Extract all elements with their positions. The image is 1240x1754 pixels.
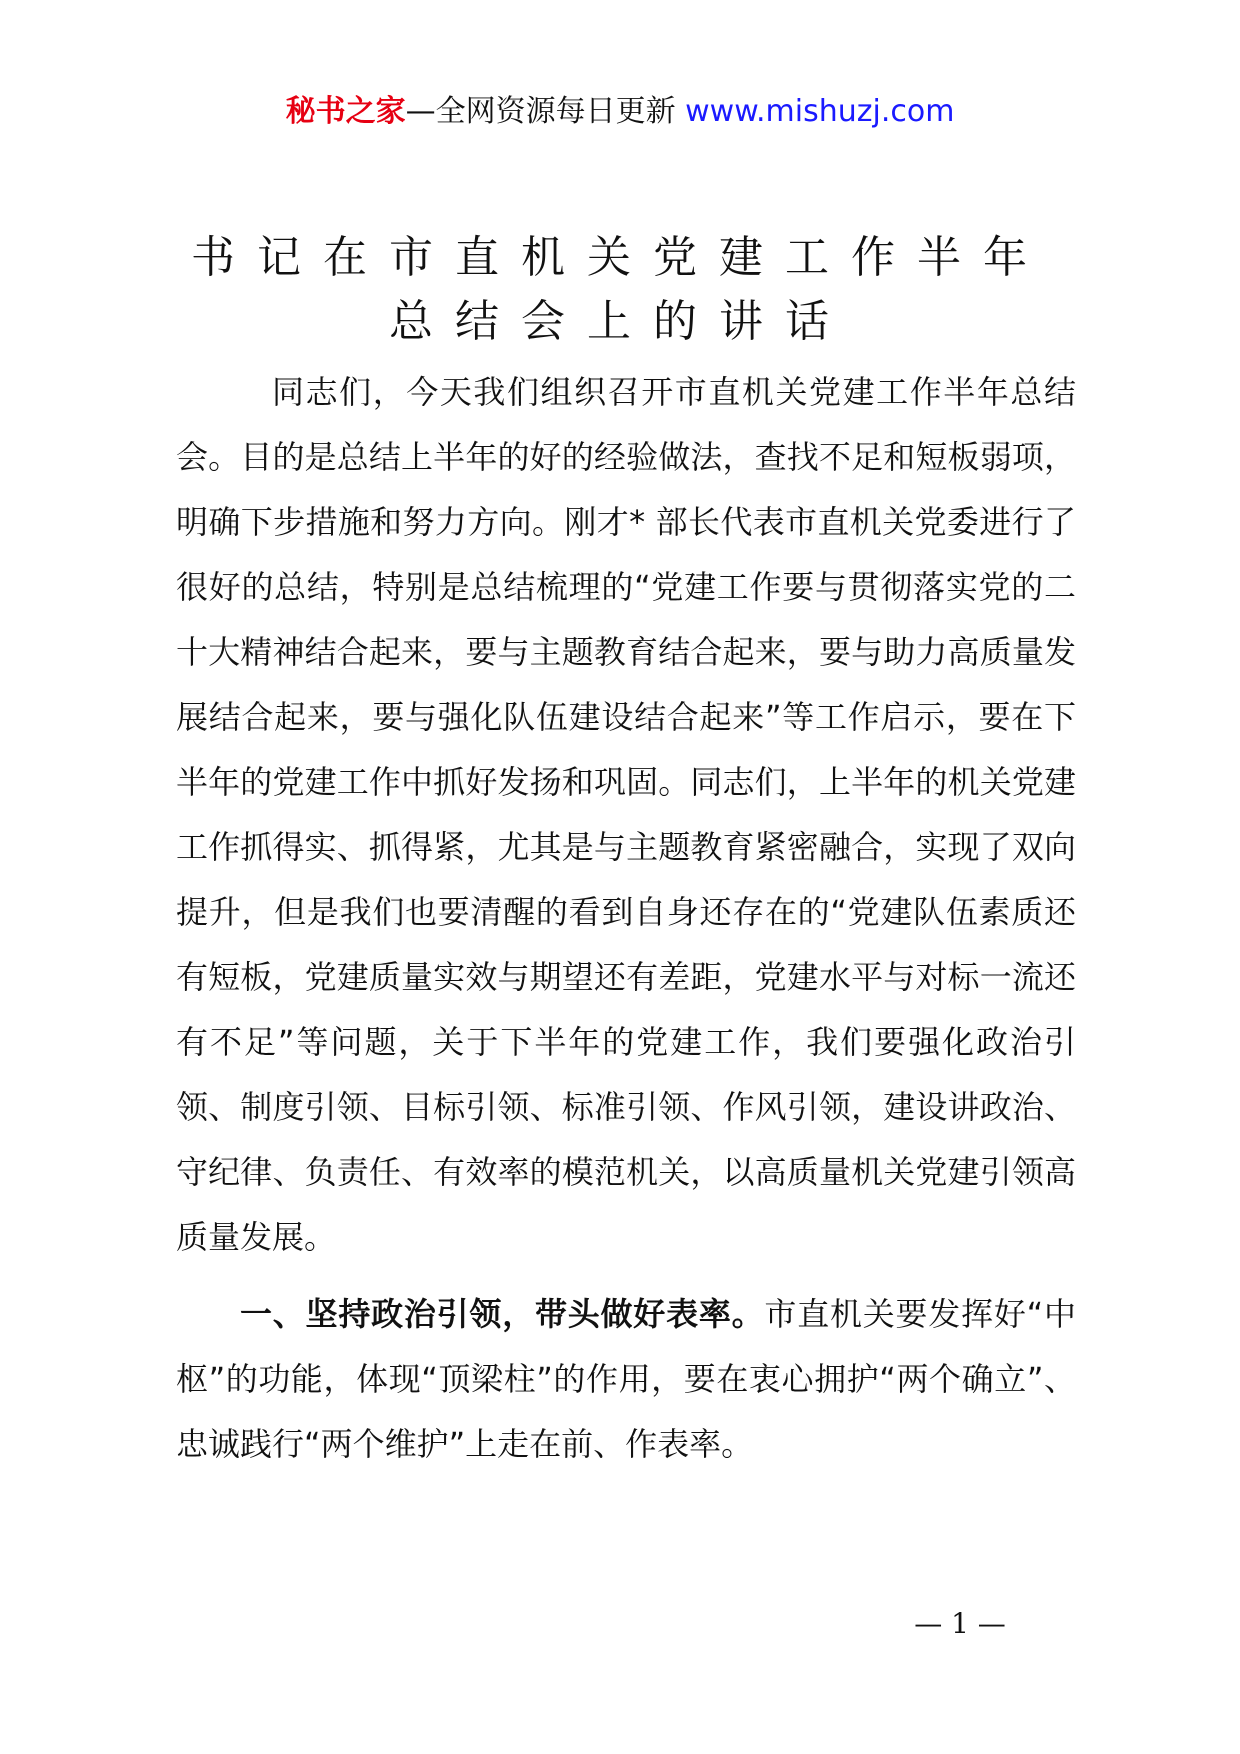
brand-name: 秘书之家 — [285, 94, 406, 129]
title-line-2: 总结会上的讲话 — [389, 296, 851, 347]
section-1 — [176, 1282, 1076, 1477]
document-title — [0, 226, 1240, 354]
section-1-text: 市直机关要发挥好“中枢”的功能，体现“顶梁柱”的作用，要在衷心拥护“两个确立”、忠诚践行“两个维护”上走在前、作表率。 — [176, 1295, 1076, 1463]
site-header — [0, 92, 1240, 132]
title-line-1: 书记在市直机关党建工作半年 — [191, 232, 1049, 283]
header-url[interactable]: www.mishuzj.com — [685, 94, 955, 129]
paragraph-opening: 同志们，今天我们组织召开市直机关党建工作半年总结会。目的是总结上半年的好的经验做法，查找不足和短板弱项，明确下步措施和努力方向。刚才* 部长代表市直机关党委进行了很好的总结，特别是总结梳理的“党建工作要与贯彻落实党的二十大精神结合起来，要与主题教育结合起来，要与助力高质量发展结合起来，要与强化队伍建设结合起来”等工作启示，要在下半年的党建工作中抓好发扬和巩固。同志们，上半年的机关党建工作抓得实、抓得紧，尤其是与主题教育紧密融合，实现了双向提升，但是我们也要清醒的看到自身还存在的“党建队伍素质还有短板，党建质量实效与期望还有差距，党建水平与对标一流还有不足”等问题，关于下半年的党建工作，我们要强化政治引领、制度引领、目标引领、标准引领、作风引领，建设讲政治、守纪律、负责任、有效率的模范机关，以高质量机关党建引领高质量发展。 — [176, 373, 1076, 1256]
document-body — [176, 360, 1076, 1477]
header-tagline: —全网资源每日更新 — [405, 94, 686, 129]
page-number: — 1 — — [914, 1607, 1006, 1640]
section-1-heading: 一、坚持政治引领，带头做好表率。 — [240, 1295, 765, 1333]
